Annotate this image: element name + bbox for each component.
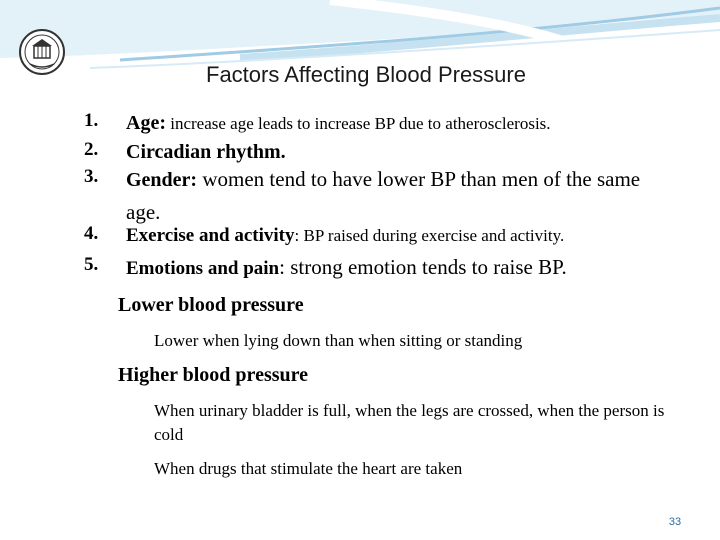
factor-term: Age:	[126, 112, 166, 134]
higher-bp-heading: Higher blood pressure	[118, 364, 309, 386]
factor-number: 4.	[84, 223, 99, 244]
factor-term: Circadian rhythm.	[126, 141, 286, 163]
factor-description: women tend to have lower BP than men of the same age.	[126, 167, 641, 224]
slide-title: Factors Affecting Blood Pressure	[206, 62, 526, 87]
factor-description: : BP raised during exercise and activity.	[294, 226, 565, 245]
factor-number: 5.	[84, 254, 99, 275]
factor-number: 2.	[84, 139, 99, 160]
factor-description: increase age leads to increase BP due to atherosclerosis.	[165, 114, 551, 133]
lower-bp-heading: Lower blood pressure	[118, 294, 304, 316]
higher-bp-item: When urinary bladder is full, when the legs are crossed, when the person is cold	[154, 401, 665, 444]
factor-description: : strong emotion tends to raise BP.	[279, 255, 567, 279]
page-number: 33	[668, 516, 682, 528]
higher-bp-item: When drugs that stimulate the heart are taken	[154, 459, 463, 478]
factor-number: 1.	[84, 110, 99, 131]
factor-term: Exercise and activity	[126, 225, 295, 246]
lower-bp-item: Lower when lying down than when sitting or standing	[154, 331, 523, 350]
factor-term: Emotions and pain	[126, 258, 280, 279]
factor-number: 3.	[84, 166, 99, 187]
factor-term: Gender:	[126, 169, 198, 191]
